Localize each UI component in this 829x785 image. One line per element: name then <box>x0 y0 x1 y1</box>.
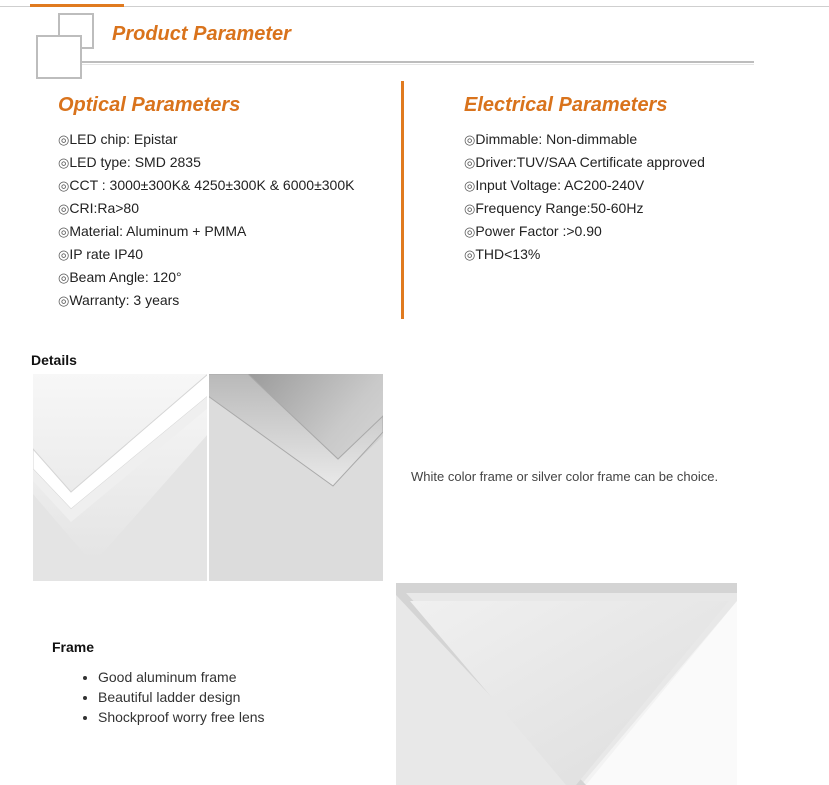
list-item: ◎LED type: SMD 2835 <box>58 154 201 170</box>
list-item: ◎CRI:Ra>80 <box>58 200 139 216</box>
frame-feature-list <box>76 667 265 727</box>
details-heading: Details <box>31 352 77 368</box>
list-item: • Beautiful ladder design <box>98 687 265 707</box>
list-item: ◎Dimmable: Non-dimmable <box>464 131 638 147</box>
frame-choice-note: White color frame or silver color frame can be choice. <box>411 469 719 484</box>
list-item: • Good aluminum frame <box>98 667 265 687</box>
list-item: ◎THD<13% <box>464 246 541 262</box>
list-item: ◎Warranty: 3 years <box>58 292 180 308</box>
list-item: ◎CCT : 3000±300K& 4250±300K & 6000±300K <box>58 177 355 193</box>
electrical-title: Electrical Parameters <box>464 94 668 116</box>
panel-corner-photo <box>396 583 737 785</box>
top-accent-bar <box>30 4 124 7</box>
frame-heading: Frame <box>52 639 95 655</box>
page-title: Product Parameter <box>112 23 291 45</box>
logo-square-front <box>36 35 82 79</box>
list-item: ◎Material: Aluminum + PMMA <box>58 223 247 239</box>
top-rule <box>0 6 829 7</box>
list-item: • Shockproof worry free lens <box>98 707 265 727</box>
electrical-list <box>464 128 705 266</box>
header-rule <box>82 61 754 63</box>
optical-title: Optical Parameters <box>58 94 241 116</box>
panel-frame-photo <box>33 374 383 581</box>
list-item: ◎Input Voltage: AC200-240V <box>464 177 645 193</box>
list-item: ◎Power Factor :>0.90 <box>464 223 602 239</box>
list-item: ◎Frequency Range:50-60Hz <box>464 200 644 216</box>
list-item: ◎Beam Angle: 120° <box>58 269 182 285</box>
list-item: ◎IP rate IP40 <box>58 246 144 262</box>
column-divider <box>401 81 404 319</box>
list-item: ◎Driver:TUV/SAA Certificate approved <box>464 154 705 170</box>
list-item: ◎LED chip: Epistar <box>58 131 178 147</box>
header-rule-shadow <box>82 64 754 65</box>
optical-list <box>58 128 354 312</box>
